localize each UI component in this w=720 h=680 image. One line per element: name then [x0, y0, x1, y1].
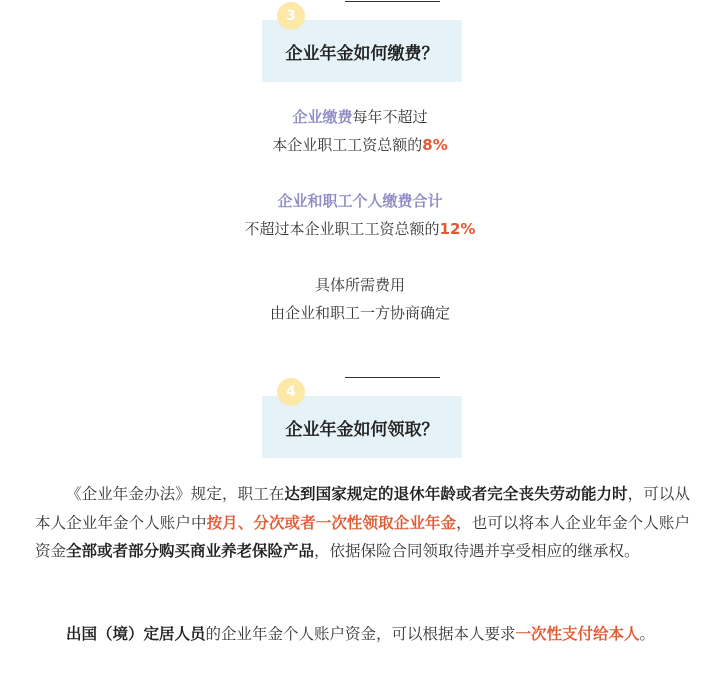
- section3-line1-text: 每年不超过: [352, 108, 428, 126]
- section3-line1: [0, 107, 720, 127]
- p1-text-2: ，可以从本人企业年金个人账户中: [35, 485, 690, 532]
- section3-line5: 具体所需费用: [314, 276, 405, 294]
- section4-top-rule: [345, 377, 440, 378]
- section3-line6: 由企业和职工一方协商确定: [269, 304, 450, 322]
- section3-line4: [0, 219, 720, 239]
- section4-number-badge: 4: [277, 378, 305, 406]
- p2-text-1: 的企业年金个人账户资金，可以根据本人要求: [205, 625, 516, 643]
- section3-line2: [0, 135, 720, 155]
- section3-line2-text: 本企业职工工资总额的: [272, 136, 423, 154]
- section3-line1-highlight: 企业缴费: [292, 108, 353, 126]
- p1-red-1: 按月、分次或者一次性领取企业年金: [206, 513, 457, 532]
- p1-bold-1: 达到国家规定的退休年龄或者完全丧失劳动能力时: [284, 485, 628, 503]
- section3-line3: [0, 191, 720, 211]
- section3-line3-highlight: 企业和职工个人缴费合计: [277, 192, 443, 210]
- p1-text-3: ，也可以将本人企业年金个人账户资金: [35, 513, 690, 560]
- p2-text-2: 。: [639, 625, 656, 643]
- section3-number-badge: 3: [277, 2, 305, 30]
- section3-line4-percent: 12%: [439, 220, 476, 238]
- section4-title: 企业年金如何领取？: [262, 396, 462, 458]
- section3-top-rule: [345, 1, 440, 2]
- section4-paragraph1: [35, 480, 690, 566]
- section3-title: 企业年金如何缴费？: [262, 20, 462, 82]
- p1-text-4: ，依据保险合同领取待遇并享受相应的继承权。: [314, 542, 640, 560]
- p1-text-1: 《企业年金办法》规定，职工在: [66, 485, 285, 503]
- section3-line4-text: 不超过本企业职工工资总额的: [244, 220, 440, 238]
- section3-line2-percent: 8%: [422, 136, 448, 154]
- p2-red-1: 一次性支付给本人: [515, 625, 640, 643]
- p1-bold-2: 全部或者部分购买商业养老保险产品: [66, 542, 315, 560]
- p2-bold-1: 出国（境）定居人员: [66, 625, 206, 643]
- section4-paragraph2: [35, 620, 690, 649]
